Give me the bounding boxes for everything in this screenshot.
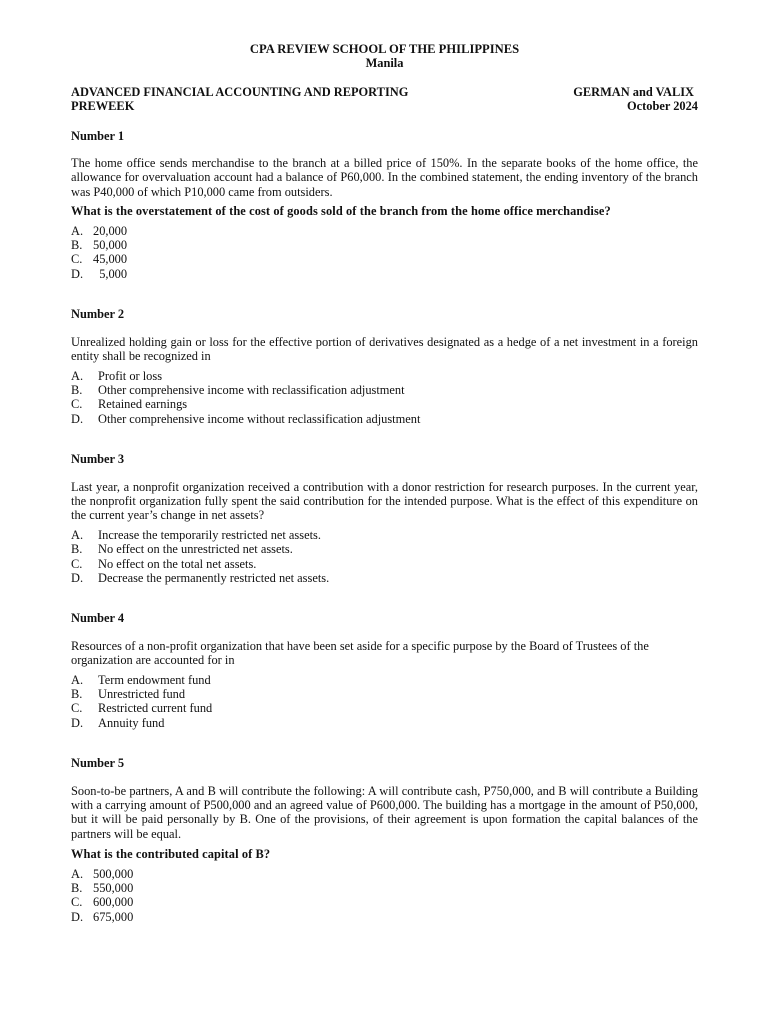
choice-text: Other comprehensive income without reclassification adjustment [98,411,421,426]
choice-letter: B. [71,238,83,253]
choice-item [71,528,698,542]
choice-item [71,701,698,715]
choice-letter: A. [71,223,84,238]
choice-text: Retained earnings [98,397,188,412]
choice-text: 500,000 [93,866,134,881]
choice-letter: B. [71,382,83,397]
question-stem: The home office sends merchandise to the branch at a billed price of 150%. In the separate books of the home office, the allowance for overvaluation account had a balance of P60,000. In the combined statement, the ending inventory of the branch was P40,000 of which P10,000 came from outsiders. [71,156,698,199]
question-number: Number 2 [71,307,125,322]
choice-letter: A. [71,866,84,881]
question-number: Number 3 [71,452,125,467]
choice-letter: C. [71,701,83,716]
choice-list [71,224,698,282]
exam-date: October 2024 [626,99,698,114]
document-page [71,42,698,924]
question-prompt: What is the overstatement of the cost of goods sold of the branch from the home office merchandise? [71,204,611,219]
choice-item [71,557,698,571]
subject-title: ADVANCED FINANCIAL ACCOUNTING AND REPORTING [71,84,409,99]
choice-text: Restricted current fund [98,701,213,716]
choice-letter: D. [71,266,84,281]
choice-text: 600,000 [93,895,134,910]
course-header [71,85,698,114]
authors: GERMAN and VALIX [573,84,694,99]
choice-text: 5,000 [93,266,128,281]
choice-item [71,383,698,397]
choice-text: Decrease the permanently restricted net assets. [98,570,330,585]
choice-text: Annuity fund [98,715,165,730]
question-2 [71,307,698,426]
choice-item [71,412,698,426]
choice-item [71,673,698,687]
school-city: Manila [365,56,404,71]
choice-item [71,369,698,383]
choice-text: No effect on the total net assets. [98,556,257,571]
choice-letter: C. [71,556,83,571]
choice-text: 45,000 [93,252,128,267]
choice-item [71,867,698,881]
choice-text: 550,000 [93,881,134,896]
choice-list [71,673,698,731]
choice-item [71,687,698,701]
choice-item [71,895,698,909]
question-4 [71,611,698,730]
choice-letter: B. [71,542,83,557]
question-stem: Soon-to-be partners, A and B will contribute the following: A will contribute cash, P750,000, and B will contribute a Building with a carrying amount of P500,000 and an agreed value of P600,000. The building has a mortgage in the amount of P50,000, but it will be paid personally by B. One of the provisions, of their agreement is upon formation the capital balances of the partners will be equal. [71,783,698,841]
choice-text: Unrestricted fund [98,687,186,701]
choice-text: Profit or loss [98,368,163,383]
choice-letter: C. [71,895,83,910]
choice-letter: A. [71,368,84,383]
question-stem: Last year, a nonprofit organization received a contribution with a donor restriction for research purposes. In the current year, the nonprofit organization fully spent the said contribution for the intended purpose. What is the effect of this expenditure on the current year’s change in net assets? [71,479,698,523]
choice-item [71,571,698,585]
choice-text: 20,000 [93,223,128,238]
choice-list [71,528,698,586]
question-number: Number 4 [71,611,125,626]
question-number: Number 5 [71,756,125,771]
exam-label: PREWEEK [71,99,135,114]
choice-item [71,910,698,924]
choice-item [71,224,698,238]
choice-letter: D. [71,909,84,924]
choice-letter: C. [71,397,83,412]
choice-letter: B. [71,687,83,701]
choice-list [71,867,698,925]
question-stem: Resources of a non-profit organization that have been set aside for a specific purpose by the Board of Trustees of the organization are accounted for in [71,638,649,668]
choice-item [71,238,698,252]
question-3 [71,452,698,585]
choice-text: No effect on the unrestricted net assets. [98,542,293,557]
choice-text: 50,000 [93,238,128,253]
choice-letter: B. [71,881,83,896]
choice-item [71,716,698,730]
choice-item [71,252,698,266]
choice-letter: D. [71,570,84,585]
question-stem: Unrealized holding gain or loss for the effective portion of derivatives designated as a hedge of a net investment in a foreign entity shall be recognized in [71,334,698,364]
choice-letter: C. [71,252,83,267]
choice-text: 675,000 [93,909,134,924]
choice-letter: A. [71,527,84,542]
choice-item [71,397,698,411]
question-prompt: What is the contributed capital of B? [71,847,271,862]
choice-text: Increase the temporarily restricted net assets. [98,527,321,542]
school-name: CPA REVIEW SCHOOL OF THE PHILIPPINES [249,42,520,56]
choice-letter: D. [71,411,84,426]
choice-list [71,369,698,427]
question-1 [71,129,698,282]
choice-letter: D. [71,715,84,730]
question-5 [71,756,698,924]
choice-item [71,542,698,556]
choice-text: Other comprehensive income with reclassification adjustment [98,382,405,397]
question-number: Number 1 [71,128,125,143]
choice-item [71,267,698,281]
choice-item [71,881,698,895]
choice-letter: A. [71,672,84,687]
choice-text: Term endowment fund [98,672,211,687]
